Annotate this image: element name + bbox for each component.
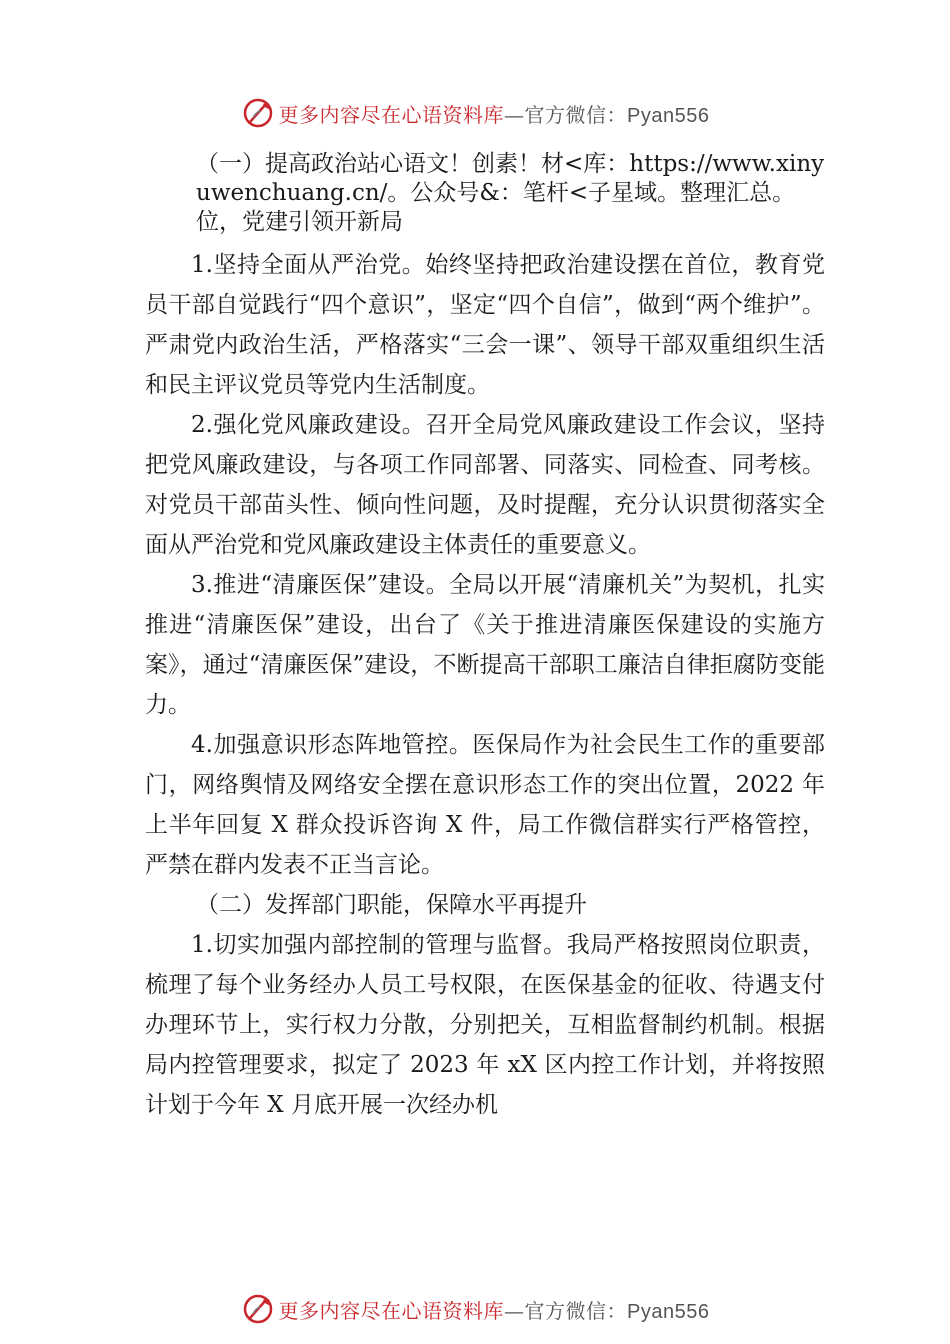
banner-wechat-label: 官方微信： (524, 1298, 628, 1323)
paragraph-1-1: 1.坚持全面从严治党。始终坚持把政治建设摆在首位，教育党员干部自觉践行“四个意识”，坚定“四个自信”，做到“两个维护”。严肃党内政治生活，严格落实“三会一课”、领导干部双重组织生活和民主评议党员等党内生活制度。 (145, 252, 825, 398)
banner-wechat-id: Pyan556 (627, 104, 710, 127)
banner-dash: — (504, 1298, 525, 1323)
banner-text (279, 1295, 710, 1324)
paragraph-1-4: 4.加强意识形态阵地管控。医保局作为社会民生工作的重要部门，网络舆情及网络安全摆在意识形态工作的突出位置，2022 年上半年回复 X 群众投诉咨询 X 件，局工作微信群实行严格管控，严禁在群内发表不正当言论。 (145, 732, 825, 878)
paragraph-2-1: 1.切实加强内部控制的管理与监督。我局严格按照岗位职责，梳理了每个业务经办人员工号权限，在医保基金的征收、待遇支付办理环节上，实行权力分散，分别把关，互相监督制约机制。根据局内控管理要求，拟定了 2023 年 xX 区内控工作计划，并将按照计划于今年 X 月底开展一次经办机 (145, 932, 825, 1118)
banner-brand: 更多内容尽在心语资料库 (278, 1298, 505, 1323)
banner-wechat-label: 官方微信： (524, 102, 628, 127)
footer-banner (0, 1289, 950, 1329)
paragraph-1-3: 3.推进“清廉医保”建设。全局以开展“清廉机关”为契机，扎实推进“清廉医保”建设，出台了《关于推进清廉医保建设的实施方案》，通过“清廉医保”建设，不断提高干部职工廉洁自律拒腐防变能力。 (145, 572, 825, 718)
document-body (145, 150, 825, 1125)
banner-text (279, 99, 710, 128)
banner-wechat-id: Pyan556 (627, 1300, 710, 1323)
quill-logo-icon (241, 96, 275, 130)
quill-logo-icon (241, 1292, 275, 1326)
header-banner (0, 93, 950, 133)
section-heading-1: （一）提高政治站心语文！创素！材<库：https://www.xinyuwenchuang.cn/。公众号&：笔杆<子星域。整理汇总。位，党建引领开新局 (196, 151, 825, 235)
section-heading-2: （二）发挥部门职能，保障水平再提升 (196, 892, 587, 918)
paragraph-1-2: 2.强化党风廉政建设。召开全局党风廉政建设工作会议，坚持把党风廉政建设，与各项工作同部署、同落实、同检查、同考核。对党员干部苗头性、倾向性问题，及时提醒，充分认识贯彻落实全面从严治党和党风廉政建设主体责任的重要意义。 (145, 412, 825, 558)
banner-brand: 更多内容尽在心语资料库 (278, 102, 505, 127)
banner-dash: — (504, 102, 525, 127)
